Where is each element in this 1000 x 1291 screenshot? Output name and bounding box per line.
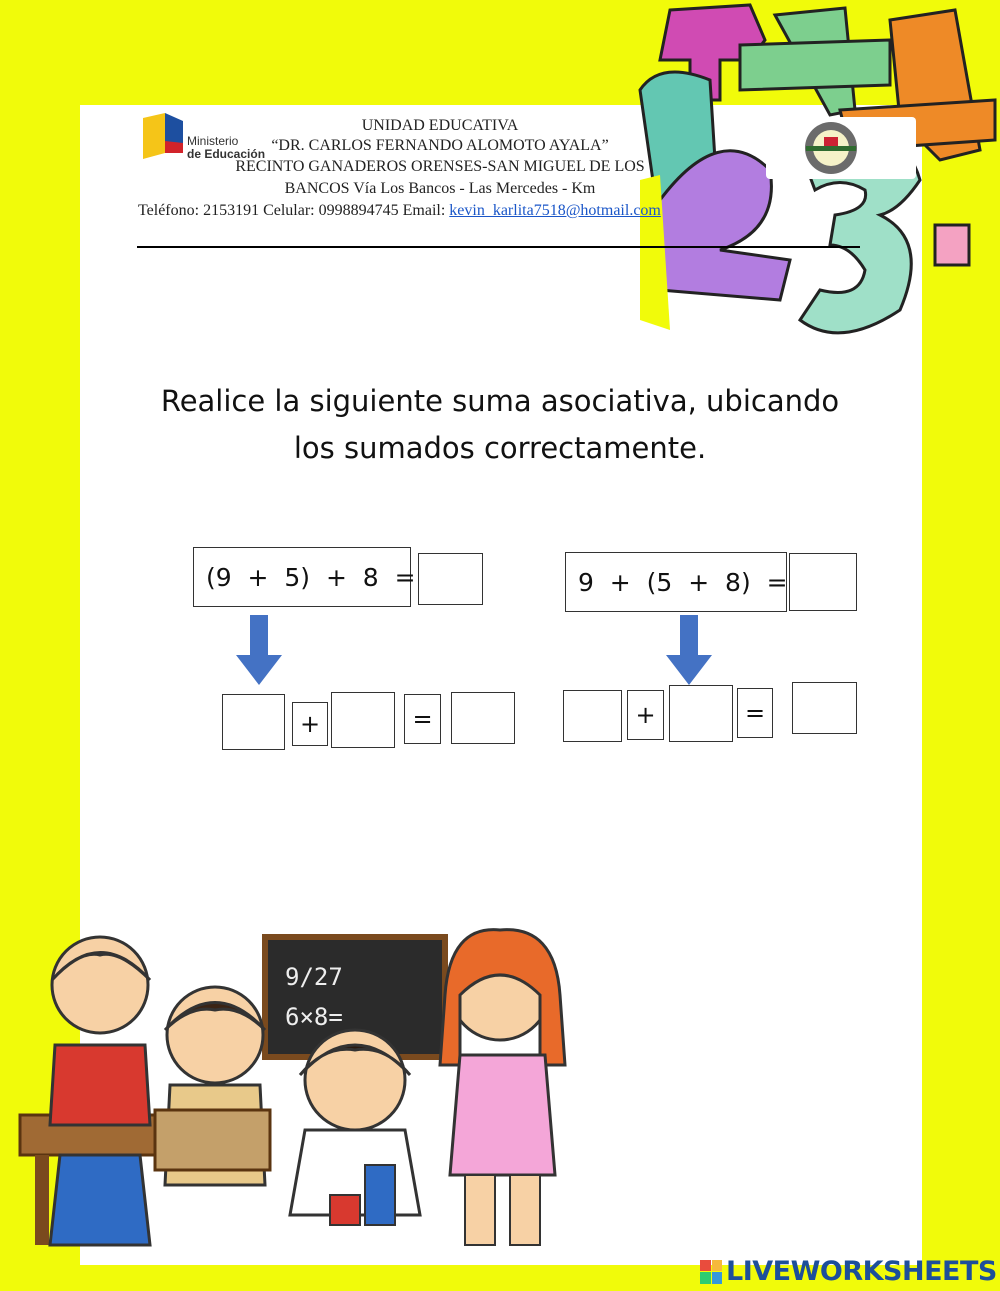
liveworksheets-brand (700, 1256, 997, 1287)
instruction-line2: los sumados correctamente. (293, 431, 707, 465)
right-down-arrow-icon (666, 615, 712, 685)
contact-line (138, 202, 661, 220)
left-down-arrow-icon (236, 615, 282, 685)
school-title-line2: “DR. CARLOS FERNANDO ALOMOTO AYALA” (271, 137, 609, 154)
school-logo (766, 117, 916, 179)
liveworksheets-text: LIVEWORKSHEETS (726, 1256, 997, 1287)
email-link[interactable]: kevin_karlita7518@hotmail.com (449, 202, 661, 219)
left-equals-sign: = (404, 694, 441, 744)
right-result-box[interactable] (789, 553, 857, 611)
right-addend2-box[interactable] (669, 685, 733, 742)
ministry-line2: de Educación (187, 147, 266, 161)
left-expression: (9 + 5) + 8 = (193, 547, 411, 607)
right-expression: 9 + (5 + 8) = (565, 552, 787, 612)
left-plus-sign: + (292, 702, 328, 746)
school-address-line2: BANCOS Vía Los Bancos - Las Mercedes - Km (284, 180, 596, 197)
svg-text:9/27: 9/27 (285, 963, 343, 991)
school-title-line1: UNIDAD EDUCATIVA (361, 117, 519, 134)
right-plus-sign: + (627, 690, 664, 740)
frame-top (80, 0, 640, 110)
left-result-box[interactable] (418, 553, 483, 605)
right-addend1-box[interactable] (563, 690, 622, 742)
children-illustration-image (0, 925, 600, 1270)
school-address-line1: RECINTO GANADEROS ORENSES-SAN MIGUEL DE LOS (235, 158, 645, 175)
right-sum-box[interactable] (792, 682, 857, 734)
left-sum-box[interactable] (451, 692, 515, 744)
ministry-line1: Ministerio (187, 134, 239, 148)
phone-text: Teléfono: 2153191 Celular: 0998894745 Email: (138, 202, 450, 219)
svg-text:6×8=: 6×8= (285, 1003, 343, 1031)
instruction-line1: Realice la siguiente suma asociativa, ubicando (160, 384, 840, 418)
right-equals-sign: = (737, 688, 773, 738)
left-addend1-box[interactable] (222, 694, 285, 750)
left-addend2-box[interactable] (331, 692, 395, 748)
header-divider (137, 246, 860, 248)
liveworksheets-logo-icon (700, 1260, 722, 1284)
